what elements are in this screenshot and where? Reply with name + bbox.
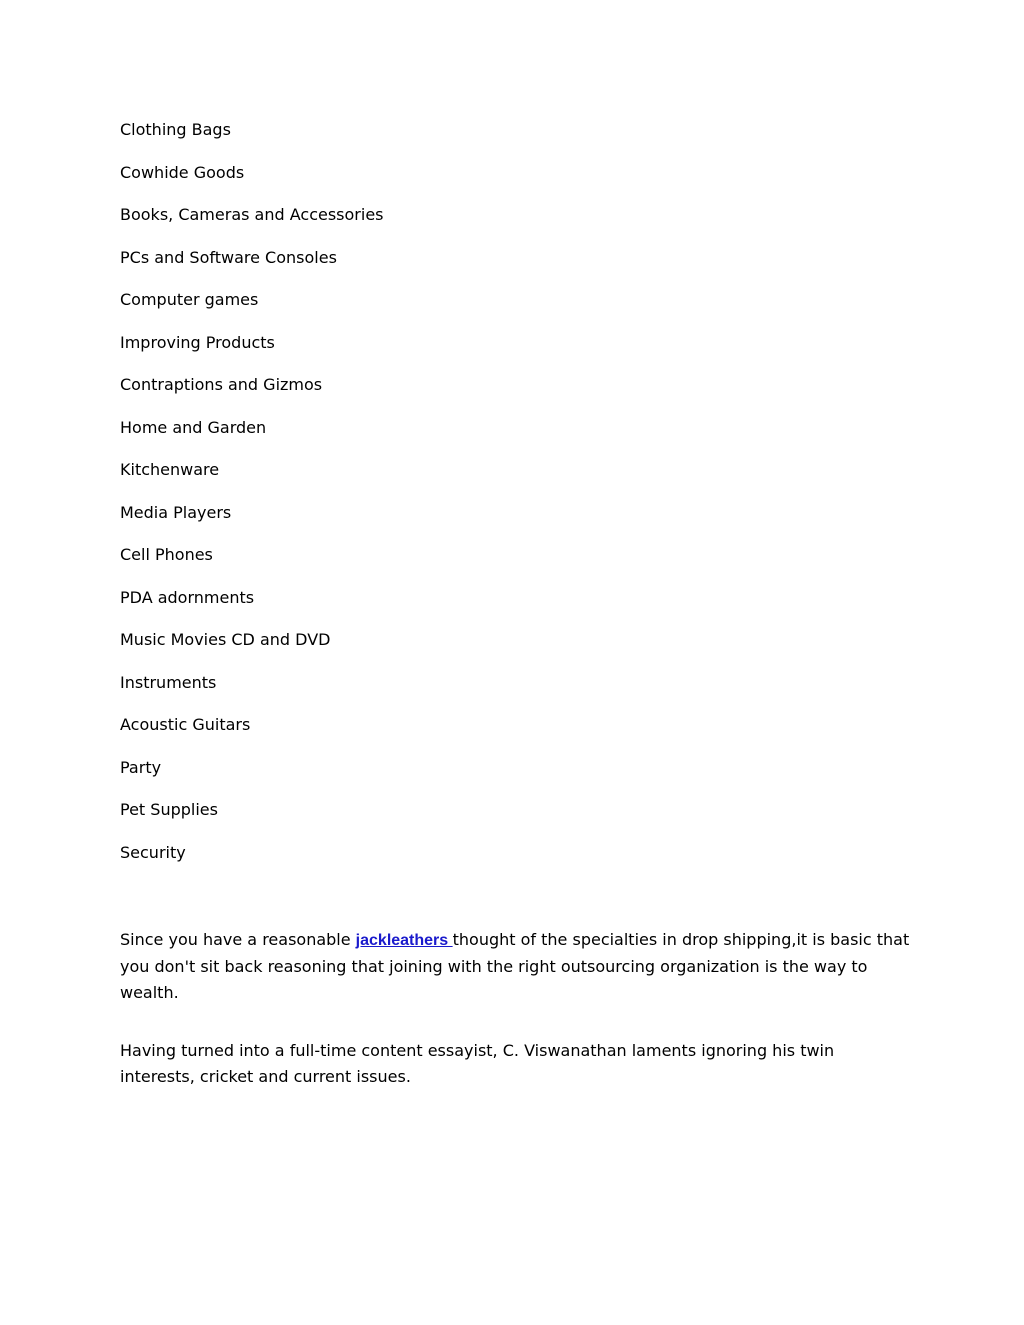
category-item: Media Players [120,502,232,522]
jackleathers-link[interactable]: jackleathers [355,932,453,949]
category-item: Improving Products [120,332,275,352]
author-bio-paragraph: Having turned into a full-time content essayist, C. Viswanathan laments ignoring his twin interests, cricket and current issues. [120,1041,835,1086]
paragraph-text-after-link: thought of the specialties in drop shipping,it is basic that you don't sit back reasoning that joining with the right outsourcing organization is the way to wealth. [120,930,910,1002]
category-item: Computer games [120,290,259,309]
category-item: PCs and Software Consoles [120,247,337,267]
category-item: Security [120,842,186,862]
category-item: Clothing Bags [120,120,231,139]
category-item: Music Movies CD and DVD [120,630,331,649]
category-item: PDA adornments [120,587,255,607]
category-item: Pet Supplies [120,800,218,819]
paragraph-text-before-link: Since you have a reasonable [120,930,356,949]
category-list [120,119,384,884]
category-item: Cowhide Goods [120,162,245,182]
category-item: Instruments [120,672,217,692]
category-item: Contraptions and Gizmos [120,375,323,394]
category-item: Kitchenware [120,460,220,479]
category-item: Acoustic Guitars [120,715,251,734]
category-item: Party [120,757,162,777]
drop-shipping-paragraph [120,927,910,1006]
category-item: Cell Phones [120,545,213,564]
category-item: Home and Garden [120,417,267,437]
category-item: Books, Cameras and Accessories [120,205,384,224]
